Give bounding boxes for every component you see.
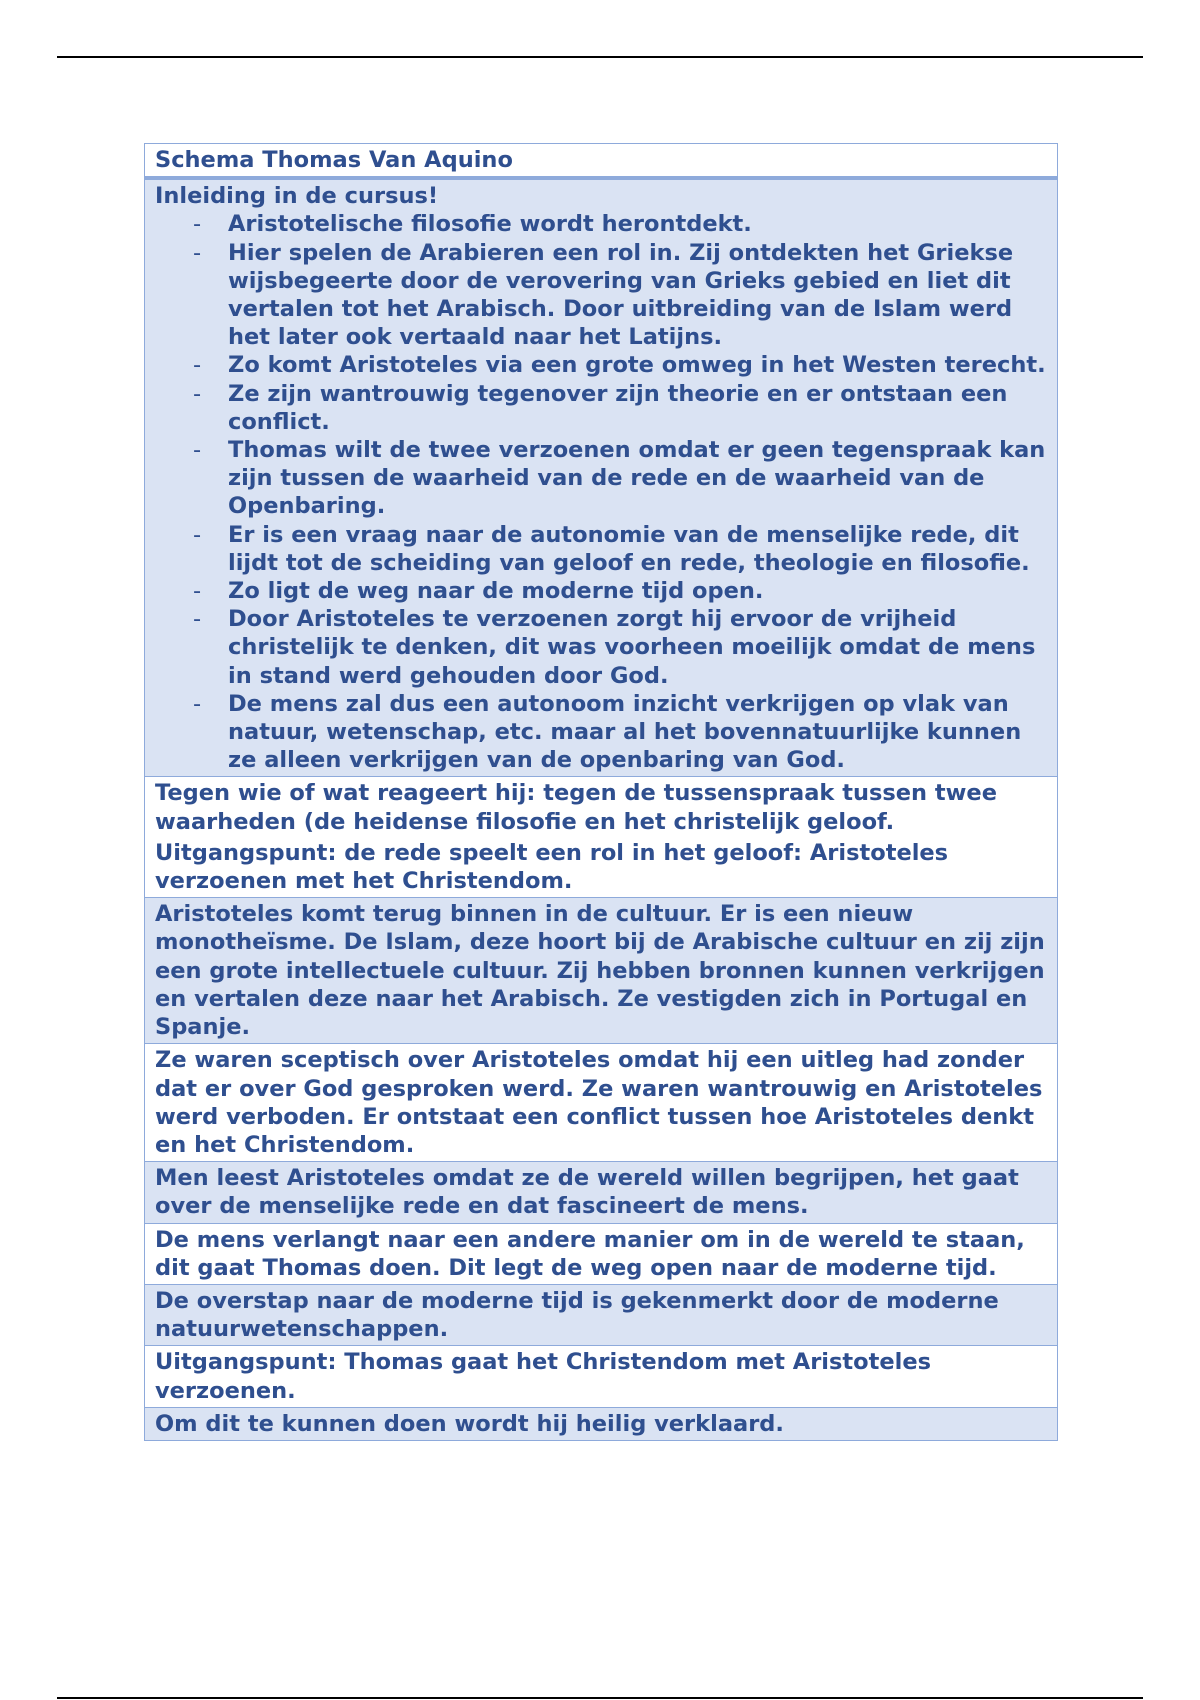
bullet-dash: - — [193, 690, 202, 717]
row-text: De mens verlangt naar een andere manier om in de wereld te staan, dit gaat Thomas doen. Dit legt de weg open naar de moderne tijd. — [155, 1226, 1025, 1281]
bullet-dash: - — [193, 239, 202, 266]
bullet-text: De mens zal dus een autonoom inzicht verkrijgen op vlak van natuur, wetenschap, etc. maar al het bovennatuurlijke kunnen ze alleen verkrijgen van de openbaring van God. — [228, 690, 1022, 774]
table-row — [145, 1161, 1057, 1222]
list-item — [155, 690, 1047, 775]
bullet-text: Er is een vraag naar de autonomie van de menselijke rede, dit lijdt tot de scheiding van geloof en rede, theologie en filosofie. — [228, 521, 1030, 576]
bullet-dash: - — [193, 521, 202, 548]
row-text: Men leest Aristoteles omdat ze de wereld willen begrijpen, het gaat over de menselijke rede en dat fascineert de mens. — [155, 1165, 1019, 1220]
table-row — [145, 1043, 1057, 1161]
bullet-dash: - — [193, 606, 202, 633]
page-top-rule — [57, 56, 1143, 58]
bullet-text: Zo komt Aristoteles via een grote omweg in het Westen terecht. — [228, 352, 1046, 379]
row-text: Aristoteles komt terug binnen in de cultuur. Er is een nieuw monotheïsme. De Islam, deze hoort bij de Arabische cultuur en zij zijn een grote intellectuele cultuur. Zij hebben bronnen kunnen verkrijgen en vertalen deze naar het Arabisch. Ze vestigden zich in Portugal en Spanje. — [155, 901, 1045, 1041]
list-item — [155, 521, 1047, 577]
bullet-text: Hier spelen de Arabieren een rol in. Zij ontdekten het Griekse wijsbegeerte door de verovering van Grieks gebied en liet dit vertalen tot het Arabisch. Door uitbreiding van de Islam werd het later ook vertaald naar het Latijns. — [228, 239, 1014, 351]
bullet-dash: - — [193, 211, 202, 238]
bullet-text: Zo ligt de weg naar de moderne tijd open. — [228, 578, 764, 605]
table-row — [145, 897, 1057, 1043]
table-row — [145, 1345, 1057, 1406]
list-item — [155, 351, 1047, 379]
intro-bullet-list — [155, 210, 1047, 774]
bullet-dash: - — [193, 352, 202, 379]
table-row — [145, 1284, 1057, 1345]
list-item — [155, 436, 1047, 521]
list-item — [155, 380, 1047, 436]
row-text: Ze waren sceptisch over Aristoteles omdat hij een uitleg had zonder dat er over God gesproken werd. Ze waren wantrouwig en Aristoteles werd verboden. Er ontstaat een conflict tussen hoe Aristoteles denkt en het Christendom. — [155, 1047, 1043, 1158]
starting-point-text: Uitgangspunt: de rede speelt een rol in het geloof: Aristoteles verzoenen met het Christendom. — [155, 839, 949, 895]
list-item — [155, 605, 1047, 690]
bullet-text: Ze zijn wantrouwig tegenover zijn theorie en er ontstaan een conflict. — [228, 380, 1008, 435]
intro-heading: Inleiding in de cursus! — [155, 183, 439, 210]
row-text: Om dit te kunnen doen wordt hij heilig verklaard. — [155, 1410, 784, 1437]
table-row — [145, 1223, 1057, 1284]
row-text: Uitgangspunt: Thomas gaat het Christendom met Aristoteles verzoenen. — [155, 1349, 931, 1404]
bullet-text: Door Aristoteles te verzoenen zorgt hij ervoor de vrijheid christelijk te denken, dit was voorheen moeilijk omdat de mens in stand werd gehouden door God. — [228, 606, 1036, 689]
list-item — [155, 239, 1047, 352]
schema-table — [144, 143, 1058, 1441]
list-item — [155, 577, 1047, 605]
reaction-row — [145, 776, 1057, 897]
table-title-row — [145, 144, 1057, 179]
page-bottom-rule — [57, 1697, 1143, 1699]
table-title: Schema Thomas Van Aquino — [155, 147, 513, 173]
bullet-dash: - — [193, 380, 202, 407]
reaction-text: Tegen wie of wat reageert hij: tegen de tussenspraak tussen twee waarheden (de heidense filosofie en het christelijk geloof. — [155, 780, 997, 835]
bullet-dash: - — [193, 578, 202, 605]
row-text: De overstap naar de moderne tijd is gekenmerkt door de moderne natuurwetenschappen. — [155, 1287, 999, 1343]
intro-row — [145, 179, 1057, 776]
bullet-text: Thomas wilt de twee verzoenen omdat er geen tegenspraak kan zijn tussen de waarheid van de rede en de waarheid van de Openbaring. — [228, 437, 1046, 520]
bullet-text: Aristotelische filosofie wordt herontdekt. — [228, 211, 752, 238]
bullet-dash: - — [193, 437, 202, 464]
table-row — [145, 1407, 1057, 1440]
list-item — [155, 210, 1047, 238]
